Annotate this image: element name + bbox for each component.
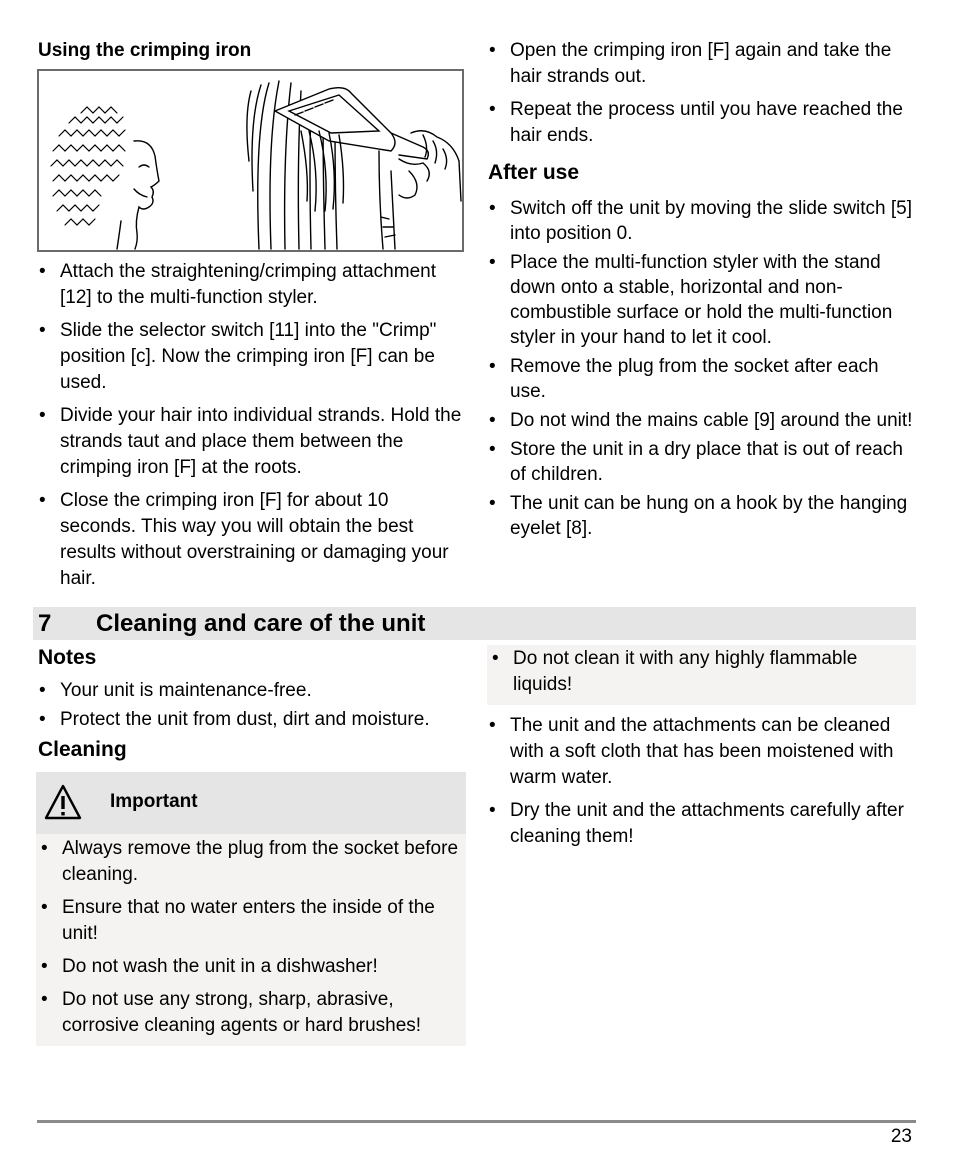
list-item: • Place the multi-function styler with the stand down onto a stable, horizontal and non-combustible surface or hold the multi-function styler in your hand to let it cool. <box>488 250 916 350</box>
list-item: • Do not wash the unit in a dishwasher! <box>40 954 460 980</box>
crimping-steps-continued <box>488 38 916 156</box>
section-number: 7 <box>38 610 52 637</box>
list-item: • Store the unit in a dry place that is out of reach of children. <box>488 437 916 487</box>
list-item: • Attach the straightening/crimping attachment [12] to the multi-function styler. <box>38 259 466 311</box>
flammable-warning-list <box>491 646 911 705</box>
list-item: • Repeat the process until you have reached the hair ends. <box>488 97 916 149</box>
after-use-heading: After use <box>488 161 580 184</box>
important-label: Important <box>110 791 198 812</box>
list-item: • Always remove the plug from the socket before cleaning. <box>40 836 460 888</box>
section-heading-bar <box>33 607 916 640</box>
crimping-heading: Using the crimping iron <box>38 40 252 61</box>
page-number: 23 <box>890 1126 912 1147</box>
crimping-drawing <box>39 71 462 250</box>
footer-divider <box>37 1120 916 1123</box>
important-box-header <box>36 772 466 834</box>
list-item: • Divide your hair into individual strands. Hold the strands taut and place them between the crimping iron [F] at the roots. <box>38 403 466 481</box>
cleaning-heading: Cleaning <box>38 738 127 761</box>
list-item: • Protect the unit from dust, dirt and moisture. <box>38 707 466 732</box>
curly-hair-head-drawing <box>117 141 159 249</box>
crimping-illustration <box>37 69 464 252</box>
flammable-warning-box <box>487 645 916 705</box>
important-box-body <box>36 834 466 1046</box>
section-title: Cleaning and care of the unit <box>96 610 426 637</box>
notes-heading: Notes <box>38 646 97 669</box>
after-use-list <box>488 196 916 545</box>
important-list <box>40 836 460 1046</box>
list-item: • Do not clean it with any highly flammable liquids! <box>491 646 911 698</box>
list-item: • Ensure that no water enters the inside of the unit! <box>40 895 460 947</box>
list-item: • Dry the unit and the attachments carefully after cleaning them! <box>488 798 916 850</box>
list-item: • The unit can be hung on a hook by the hanging eyelet [8]. <box>488 491 916 541</box>
warning-triangle-icon <box>44 784 82 820</box>
list-item: • Close the crimping iron [F] for about 10 seconds. This way you will obtain the best results without overstraining or damaging your hair. <box>38 488 466 592</box>
crimping-steps-list <box>38 259 466 599</box>
list-item: • Do not wind the mains cable [9] around the unit! <box>488 408 916 433</box>
list-item: • Open the crimping iron [F] again and take the hair strands out. <box>488 38 916 90</box>
list-item: • Slide the selector switch [11] into the "Crimp" position [c]. Now the crimping iron [F] can be used. <box>38 318 466 396</box>
list-item: • The unit and the attachments can be cleaned with a soft cloth that has been moistened with warm water. <box>488 713 916 791</box>
list-item: • Do not use any strong, sharp, abrasive, corrosive cleaning agents or hard brushes! <box>40 987 460 1039</box>
list-item: • Your unit is maintenance-free. <box>38 678 466 703</box>
list-item: • Remove the plug from the socket after each use. <box>488 354 916 404</box>
list-item: • Switch off the unit by moving the slide switch [5] into position 0. <box>488 196 916 246</box>
notes-list <box>38 678 466 736</box>
cleaning-instructions-list <box>488 713 916 857</box>
